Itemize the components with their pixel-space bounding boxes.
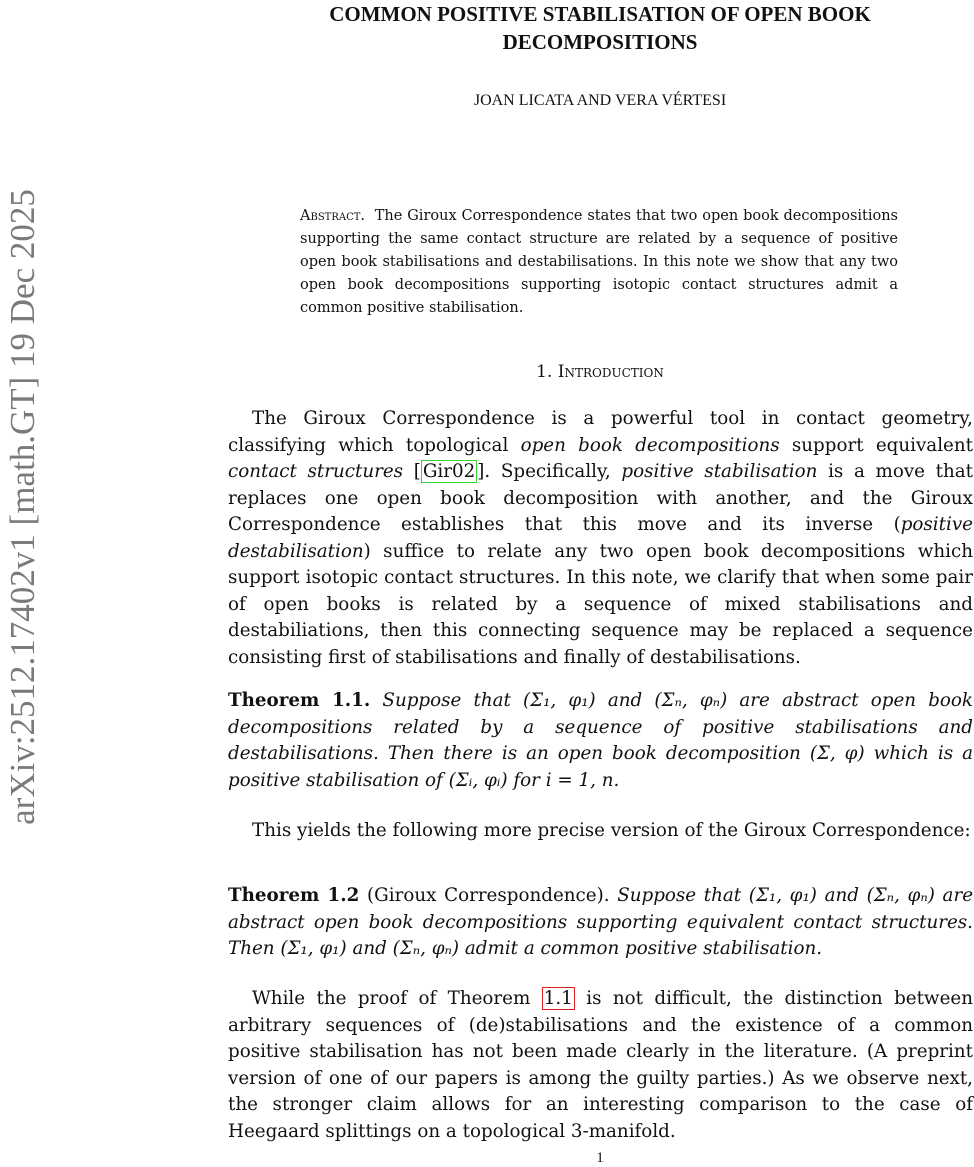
para1-text-6: ) suffice to relate any two open book decompositions which support isotopic contact structures. In this note, we clarify that when some pair of open books is related by a sequence of mixed stabilisations and destabiliations, then this connecting sequence may be replaced a sequence consisting first of stabilisations and finally of destabilisations. (228, 540, 973, 668)
para3-text-2: is not difficult, the distinction between arbitrary sequences of (de)stabilisations and the existence of a common positive stabilisation has not been made clearly in the literature. (A preprint version of one of our papers is among the guilty parties.) As we observe next, the stronger claim allows for an interesting comparison to the case of Heegaard splittings on a topological 3-manifold. (228, 988, 973, 1142)
intro-paragraph-1 (228, 406, 973, 671)
para1-text-1: The Giroux Correspondence is a powerful tool in contact geometry, classifying which topological (228, 408, 973, 456)
paper-title (228, 0, 972, 56)
theorem-1-2-head: Theorem 1.2 (228, 885, 360, 906)
page-number: 1 (596, 1150, 604, 1166)
theorem-1-2-body: Suppose that (Σ₁, φ₁) and (Σₙ, φₙ) are abstract open book decompositions supporting equivalent contact structures. Then (Σ₁, φ₁) and (Σₙ, φₙ) admit a common positive stabilisation. (228, 885, 974, 959)
theorem-1-1-head: Theorem 1.1. (228, 690, 371, 711)
arxiv-stamp-text: arXiv:2512.17402v1 [math.GT] 19 Dec 2025 (3, 189, 42, 825)
para1-text-3: [ (403, 461, 421, 482)
title-line-1: COMMON POSITIVE STABILISATION OF OPEN BOOK (329, 2, 871, 26)
section-heading (228, 359, 972, 385)
section-title: Introduction (557, 362, 664, 382)
theorem-1-2-note: (Giroux Correspondence). (367, 885, 610, 906)
para1-emph-1: open book decompositions (520, 434, 780, 456)
theorem-1-1 (228, 688, 973, 794)
abstract-label: Abstract. (300, 208, 366, 224)
para1-emph-3: positive stabilisation (621, 461, 818, 482)
arxiv-stamp (0, 122, 42, 892)
intro-paragraph-2: This yields the following more precise version of the Giroux Correspondence: (252, 820, 971, 841)
authors: JOAN LICATA AND VERA VÉRTESI (473, 92, 727, 109)
theorem-ref-link[interactable]: 1.1 (543, 988, 573, 1009)
para1-text-2: support equivalent (779, 434, 973, 456)
para1-text-5: is a move that replaces one open book decomposition with another, and the Giroux Correspondence establishes that this move and its inverse ( (228, 461, 973, 535)
para1-emph-2: contact structures (228, 461, 404, 482)
para3-text-1: While the proof of Theorem (252, 988, 542, 1009)
abstract-text: The Giroux Correspondence states that two open book decompositions supporting the same contact structure are related by a sequence of positive open book stabilisations and destabilisations. In this note we show that any two open book decompositions supporting isotopic contact structures admit a common positive stabilisation. (300, 208, 898, 316)
section-number: 1. (536, 362, 553, 382)
citation-link-gir02[interactable]: Gir02 (422, 461, 476, 482)
theorem-1-1-body: Suppose that (Σ₁, φ₁) and (Σₙ, φₙ) are abstract open book decompositions related by a sequence of positive stabilisations and destabilisations. Then there is an open book decomposition (Σ, φ) which is a positive stabilisation of (Σᵢ, φᵢ) for i = 1, n. (228, 690, 973, 791)
title-line-2: DECOMPOSITIONS (502, 30, 698, 54)
abstract (300, 205, 898, 320)
theorem-1-2 (228, 883, 973, 963)
para1-text-4: ]. Specifically, (477, 461, 622, 482)
intro-paragraph-3 (228, 986, 973, 1145)
para1-emph-4: positive destabilisation (228, 514, 973, 562)
